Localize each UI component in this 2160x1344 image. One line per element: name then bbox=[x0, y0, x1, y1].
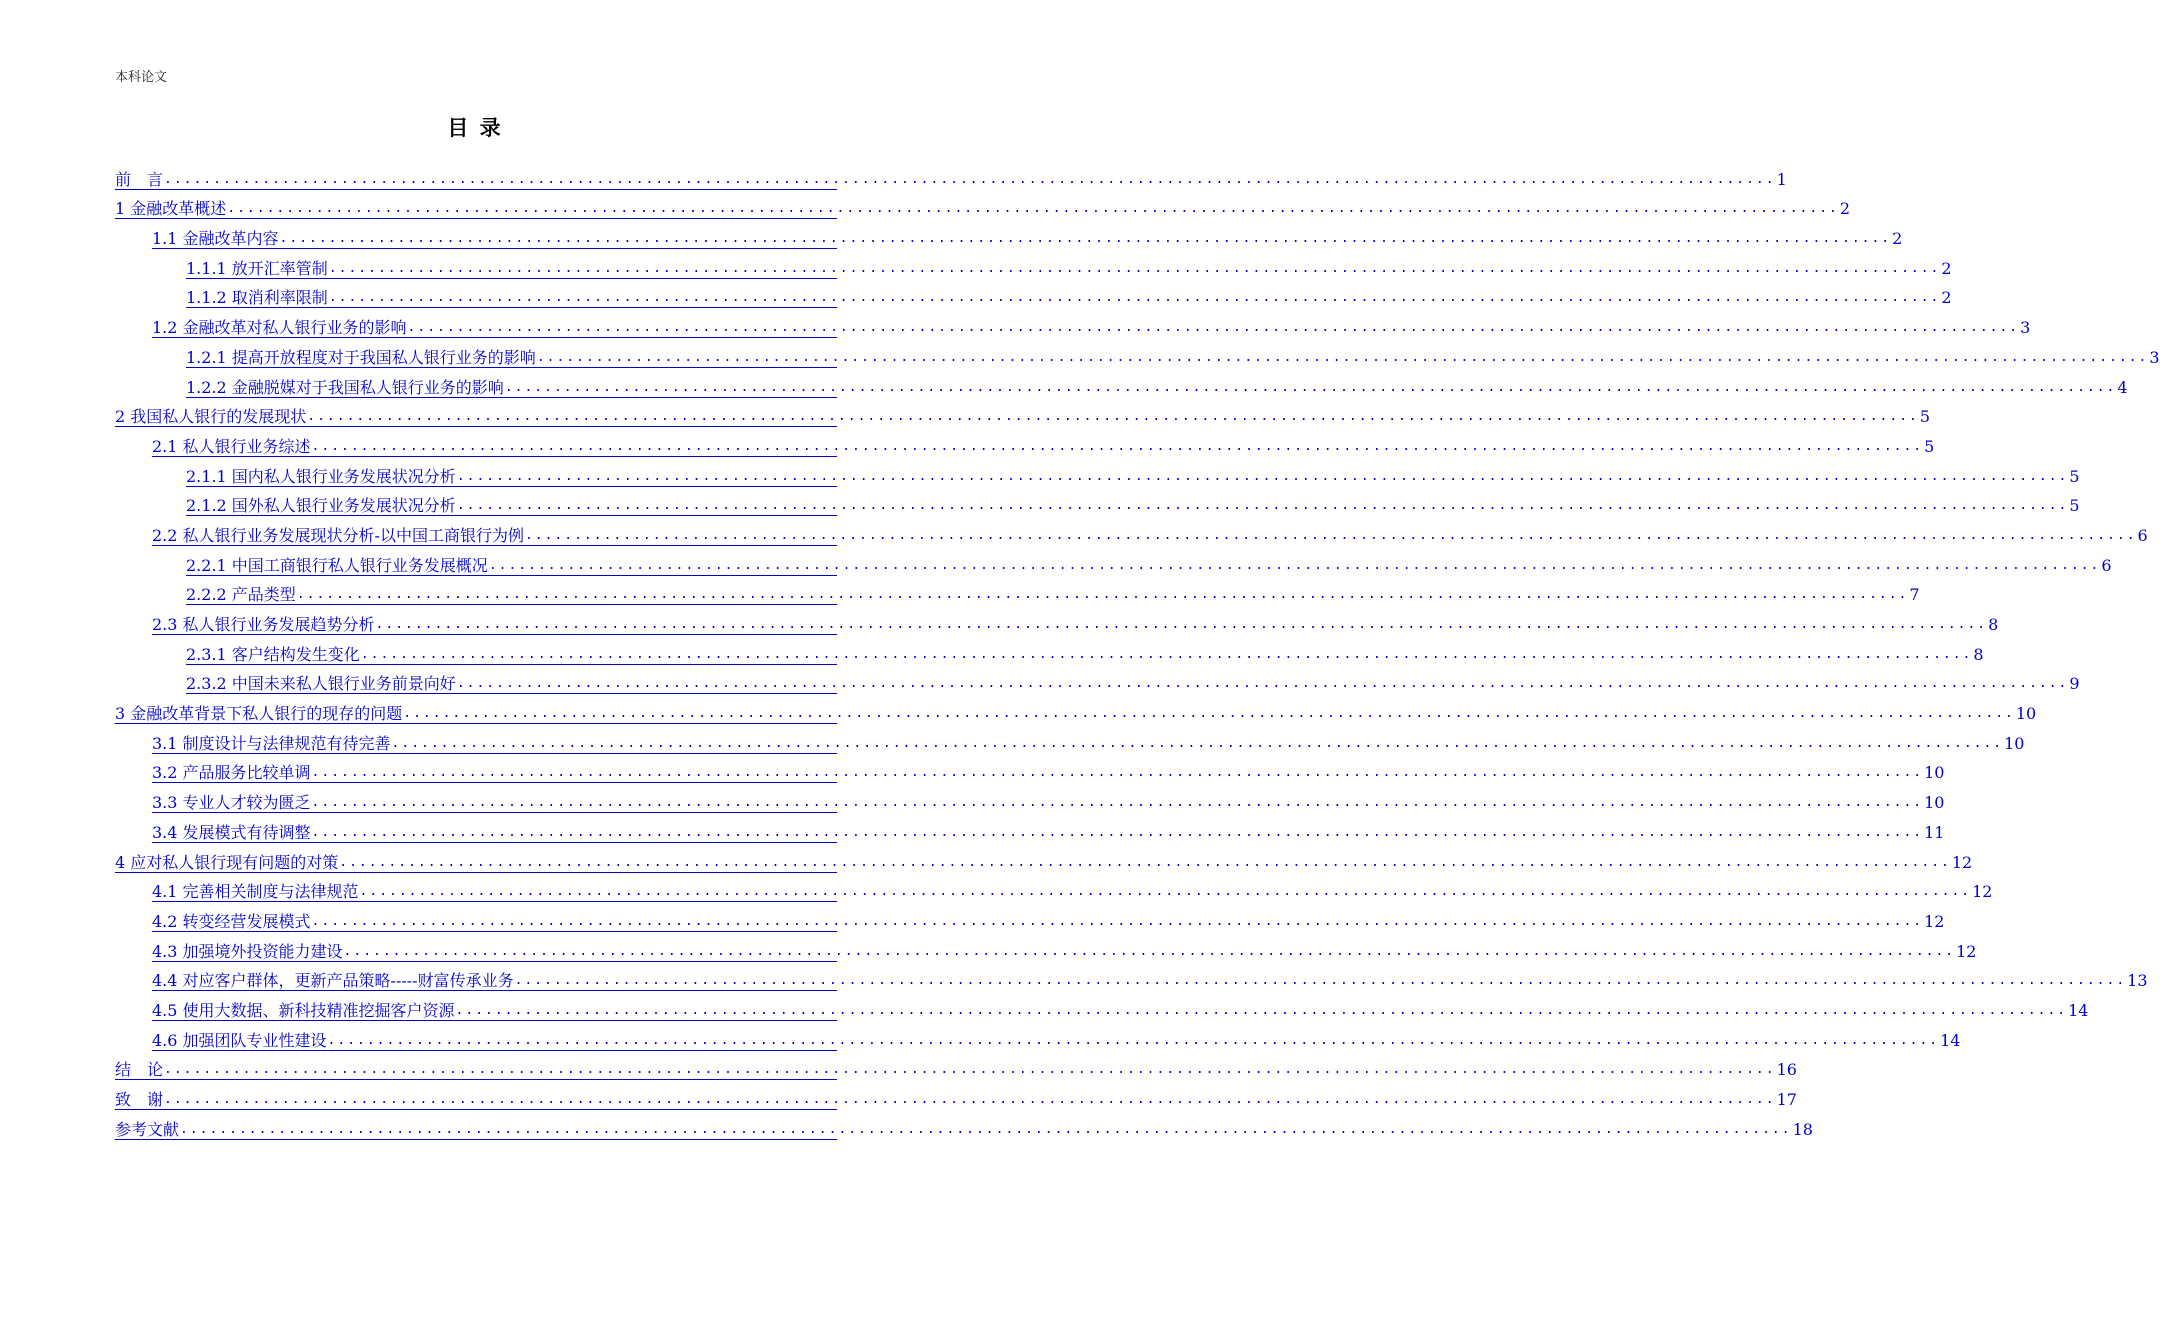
toc-page-number: 14 bbox=[2068, 1000, 2089, 1020]
toc-link[interactable] bbox=[115, 169, 1787, 190]
toc-page-number: 6 bbox=[2101, 555, 2112, 575]
toc-link[interactable] bbox=[152, 793, 1945, 813]
toc-dot-leader: .................................................................................................................................................................... bbox=[311, 913, 1924, 929]
toc-entry-label: 2.3.1 客户结构发生变化 bbox=[186, 644, 360, 664]
toc-link[interactable] bbox=[152, 1000, 2089, 1021]
toc-entry bbox=[115, 371, 2128, 401]
table-of-contents bbox=[115, 163, 2160, 1143]
toc-entry bbox=[115, 341, 2160, 371]
toc-entry bbox=[115, 816, 1945, 846]
toc-entry-label: 2.3.2 中国未来私人银行业务前景向好 bbox=[186, 674, 456, 694]
toc-link[interactable] bbox=[152, 733, 2025, 754]
toc-page-number: 12 bbox=[1956, 941, 1977, 961]
toc-dot-leader: .................................................................................................................................................................... bbox=[343, 943, 1956, 959]
toc-entry-label: 1.1.1 放开汇率管制 bbox=[186, 258, 328, 278]
toc-dot-leader: .................................................................................................................................................................... bbox=[403, 706, 2015, 722]
toc-entry-label: 4.2 转变经营发展模式 bbox=[152, 911, 311, 931]
toc-dot-leader: .................................................................................................................................................................... bbox=[227, 201, 1839, 217]
toc-entry-label: 4.1 完善相关制度与法律规范 bbox=[152, 882, 359, 902]
toc-page-number: 10 bbox=[1924, 793, 1945, 813]
toc-dot-leader: .................................................................................................................................................................... bbox=[524, 527, 2137, 543]
toc-entry bbox=[115, 579, 1920, 609]
toc-link[interactable] bbox=[186, 555, 2112, 576]
toc-dot-leader: .................................................................................................................................................................... bbox=[504, 379, 2117, 395]
toc-dot-leader: .................................................................................................................................................................... bbox=[328, 260, 1941, 276]
toc-link[interactable] bbox=[186, 674, 2080, 694]
toc-dot-leader: .................................................................................................................................................................... bbox=[311, 795, 1924, 811]
toc-link[interactable] bbox=[115, 1119, 1813, 1140]
toc-entry bbox=[115, 1054, 1797, 1084]
toc-entry bbox=[115, 994, 2089, 1024]
toc-entry-label: 致 谢 bbox=[115, 1090, 164, 1109]
toc-page-number: 17 bbox=[1776, 1090, 1797, 1109]
toc-dot-leader: .................................................................................................................................................................... bbox=[456, 676, 2069, 692]
toc-page-number: 5 bbox=[2069, 496, 2080, 516]
toc-link[interactable] bbox=[115, 199, 1851, 219]
toc-entry-label: 4.4 对应客户群体，更新产品策略-----财富传承业务 bbox=[152, 971, 514, 991]
toc-entry-label: 2.1 私人银行业务综述 bbox=[152, 436, 311, 456]
toc-link[interactable] bbox=[186, 288, 1952, 308]
toc-link[interactable] bbox=[115, 704, 2037, 724]
toc-entry bbox=[115, 727, 2025, 757]
page-header: 本科论文 bbox=[115, 70, 168, 85]
toc-page-number: 2 bbox=[1941, 288, 1952, 308]
toc-dot-leader: .................................................................................................................................................................... bbox=[328, 290, 1941, 306]
toc-entry bbox=[115, 430, 1935, 460]
toc-entry-label: 2.3 私人银行业务发展趋势分析 bbox=[152, 615, 375, 634]
toc-link[interactable] bbox=[152, 911, 1945, 932]
toc-link[interactable] bbox=[186, 347, 2160, 368]
toc-entry-label: 2.2.2 产品类型 bbox=[186, 585, 296, 605]
toc-link[interactable] bbox=[152, 436, 1935, 457]
toc-entry-label: 3 金融改革背景下私人银行的现存的问题 bbox=[115, 704, 403, 724]
toc-page-number: 10 bbox=[2004, 733, 2025, 753]
toc-entry-label: 2 我国私人银行的发展现状 bbox=[115, 407, 307, 427]
toc-entry-label: 4.5 使用大数据、新科技精准挖掘客户资源 bbox=[152, 1000, 455, 1020]
toc-entry bbox=[115, 905, 1945, 935]
toc-dot-leader: .................................................................................................................................................................... bbox=[456, 498, 2069, 514]
toc-entry bbox=[115, 697, 2037, 727]
toc-entry-label: 3.3 专业人才较为匮乏 bbox=[152, 793, 311, 813]
toc-entry-label: 3.1 制度设计与法律规范有待完善 bbox=[152, 733, 391, 753]
toc-page-number: 8 bbox=[1973, 644, 1984, 664]
toc-dot-leader: .................................................................................................................................................................... bbox=[391, 735, 2004, 751]
toc-page-number: 12 bbox=[1951, 852, 1973, 872]
toc-page-number: 2 bbox=[1839, 199, 1851, 219]
toc-dot-leader: .................................................................................................................................................................... bbox=[359, 884, 1972, 900]
toc-page-number: 10 bbox=[2015, 704, 2037, 724]
toc-page-number: 11 bbox=[1924, 822, 1945, 842]
toc-entry-label: 4.3 加强境外投资能力建设 bbox=[152, 941, 343, 961]
toc-link[interactable] bbox=[115, 852, 1973, 873]
toc-entry bbox=[115, 549, 2112, 579]
toc-entry bbox=[115, 252, 1952, 282]
toc-dot-leader: .................................................................................................................................................................... bbox=[164, 1062, 1776, 1078]
toc-page-number: 1 bbox=[1776, 169, 1787, 189]
toc-page-number: 3 bbox=[2149, 347, 2160, 367]
toc-entry bbox=[115, 965, 2148, 995]
toc-page-number: 18 bbox=[1792, 1119, 1813, 1139]
toc-page-number: 8 bbox=[1988, 615, 1999, 634]
toc-title: 目 录 bbox=[447, 115, 503, 140]
toc-dot-leader: .................................................................................................................................................................... bbox=[456, 468, 2069, 484]
toc-entry bbox=[115, 786, 1945, 816]
toc-page-number: 13 bbox=[2127, 971, 2148, 991]
toc-link[interactable] bbox=[186, 644, 1984, 665]
toc-entry-label: 4.6 加强团队专业性建设 bbox=[152, 1030, 327, 1050]
toc-page-number: 12 bbox=[1972, 882, 1993, 902]
toc-entry-label: 1.2.1 提高开放程度对于我国私人银行业务的影响 bbox=[186, 347, 536, 367]
toc-entry-label: 2.1.1 国内私人银行业务发展状况分析 bbox=[186, 466, 456, 486]
toc-page-number: 7 bbox=[1909, 585, 1920, 605]
toc-entry bbox=[115, 222, 1903, 252]
toc-link[interactable] bbox=[152, 1030, 1961, 1051]
toc-page-number: 9 bbox=[2069, 674, 2080, 694]
toc-link[interactable] bbox=[152, 941, 1977, 962]
toc-entry-label: 参考文献 bbox=[115, 1119, 180, 1139]
toc-dot-leader: .................................................................................................................................................................... bbox=[375, 617, 1988, 632]
toc-entry-label: 2.1.2 国外私人银行业务发展状况分析 bbox=[186, 496, 456, 516]
toc-entry bbox=[115, 490, 2080, 520]
toc-link[interactable] bbox=[186, 466, 2080, 487]
toc-dot-leader: .................................................................................................................................................................... bbox=[311, 824, 1924, 840]
toc-entry-label: 前 言 bbox=[115, 169, 164, 189]
toc-dot-leader: .................................................................................................................................................................... bbox=[514, 973, 2127, 989]
toc-link[interactable] bbox=[186, 496, 2080, 516]
toc-entry bbox=[115, 193, 1851, 223]
toc-entry-label: 2.2.1 中国工商银行私人银行业务发展概况 bbox=[186, 555, 488, 575]
toc-page-number: 4 bbox=[2117, 377, 2128, 397]
toc-link[interactable] bbox=[152, 615, 1999, 635]
toc-entry bbox=[115, 1024, 1961, 1054]
toc-entry-label: 2.2 私人银行业务发展现状分析-以中国工商银行为例 bbox=[152, 525, 524, 545]
toc-page-number: 2 bbox=[1892, 229, 1903, 249]
toc-entry bbox=[115, 608, 1999, 638]
toc-entry-label: 4 应对私人银行现有问题的对策 bbox=[115, 852, 339, 872]
toc-page-number: 6 bbox=[2137, 525, 2148, 545]
toc-link[interactable] bbox=[152, 763, 1945, 783]
toc-page-number: 3 bbox=[2020, 318, 2031, 338]
toc-page-number: 5 bbox=[2069, 466, 2080, 486]
toc-entry-label: 1.2.2 金融脱媒对于我国私人银行业务的影响 bbox=[186, 377, 504, 397]
toc-link[interactable] bbox=[186, 377, 2128, 398]
toc-link[interactable] bbox=[152, 525, 2148, 546]
toc-page-number: 10 bbox=[1924, 763, 1945, 783]
toc-entry-label: 3.2 产品服务比较单调 bbox=[152, 763, 311, 783]
toc-link[interactable] bbox=[186, 258, 1952, 279]
toc-page-number: 2 bbox=[1941, 258, 1952, 278]
toc-link[interactable] bbox=[115, 407, 1931, 427]
toc-dot-leader: .................................................................................................................................................................... bbox=[296, 587, 1909, 603]
toc-entry-label: 3.4 发展模式有待调整 bbox=[152, 822, 311, 842]
toc-entry bbox=[115, 311, 2031, 341]
toc-entry bbox=[115, 1113, 1813, 1143]
toc-page-number: 12 bbox=[1924, 911, 1945, 931]
toc-link[interactable] bbox=[186, 585, 1920, 605]
toc-page-number: 5 bbox=[1924, 436, 1935, 456]
toc-page-number: 16 bbox=[1776, 1060, 1797, 1080]
toc-dot-leader: .................................................................................................................................................................... bbox=[311, 438, 1924, 454]
toc-entry bbox=[115, 935, 1977, 965]
toc-link[interactable] bbox=[115, 1060, 1797, 1080]
toc-dot-leader: .................................................................................................................................................................... bbox=[536, 349, 2149, 365]
toc-dot-leader: .................................................................................................................................................................... bbox=[164, 1092, 1776, 1107]
toc-entry bbox=[115, 401, 1931, 431]
toc-page-number: 14 bbox=[1940, 1030, 1961, 1050]
toc-entry-label: 1.1 金融改革内容 bbox=[152, 229, 279, 249]
toc-dot-leader: .................................................................................................................................................................... bbox=[327, 1032, 1940, 1048]
toc-entry bbox=[115, 519, 2148, 549]
toc-entry bbox=[115, 163, 1787, 193]
toc-page-number: 5 bbox=[1919, 407, 1931, 427]
toc-entry bbox=[115, 668, 2080, 698]
toc-entry bbox=[115, 846, 1973, 876]
toc-entry-label: 1.2 金融改革对私人银行业务的影响 bbox=[152, 318, 407, 338]
toc-link[interactable] bbox=[152, 822, 1945, 843]
toc-entry-label: 1 金融改革概述 bbox=[115, 199, 227, 219]
toc-entry-label: 结 论 bbox=[115, 1060, 164, 1080]
toc-link[interactable] bbox=[152, 971, 2148, 991]
toc-dot-leader: .................................................................................................................................................................... bbox=[180, 1121, 1792, 1137]
toc-dot-leader: .................................................................................................................................................................... bbox=[307, 409, 1919, 425]
toc-dot-leader: .................................................................................................................................................................... bbox=[279, 231, 1892, 247]
toc-entry bbox=[115, 876, 1993, 906]
toc-dot-leader: .................................................................................................................................................................... bbox=[455, 1002, 2068, 1018]
toc-link[interactable] bbox=[152, 882, 1993, 902]
toc-entry-label: 1.1.2 取消利率限制 bbox=[186, 288, 328, 308]
toc-link[interactable] bbox=[152, 318, 2031, 338]
toc-entry bbox=[115, 757, 1945, 787]
toc-dot-leader: .................................................................................................................................................................... bbox=[407, 320, 2020, 336]
toc-link[interactable] bbox=[115, 1090, 1797, 1110]
toc-dot-leader: .................................................................................................................................................................... bbox=[488, 557, 2101, 573]
toc-entry bbox=[115, 460, 2080, 490]
toc-dot-leader: .................................................................................................................................................................... bbox=[164, 171, 1776, 187]
toc-entry bbox=[115, 638, 1984, 668]
toc-link[interactable] bbox=[152, 229, 1903, 249]
toc-dot-leader: .................................................................................................................................................................... bbox=[360, 646, 1973, 662]
toc-entry bbox=[115, 1083, 1797, 1113]
toc-dot-leader: .................................................................................................................................................................... bbox=[339, 854, 1951, 870]
toc-dot-leader: .................................................................................................................................................................... bbox=[311, 765, 1924, 781]
toc-entry bbox=[115, 282, 1952, 312]
